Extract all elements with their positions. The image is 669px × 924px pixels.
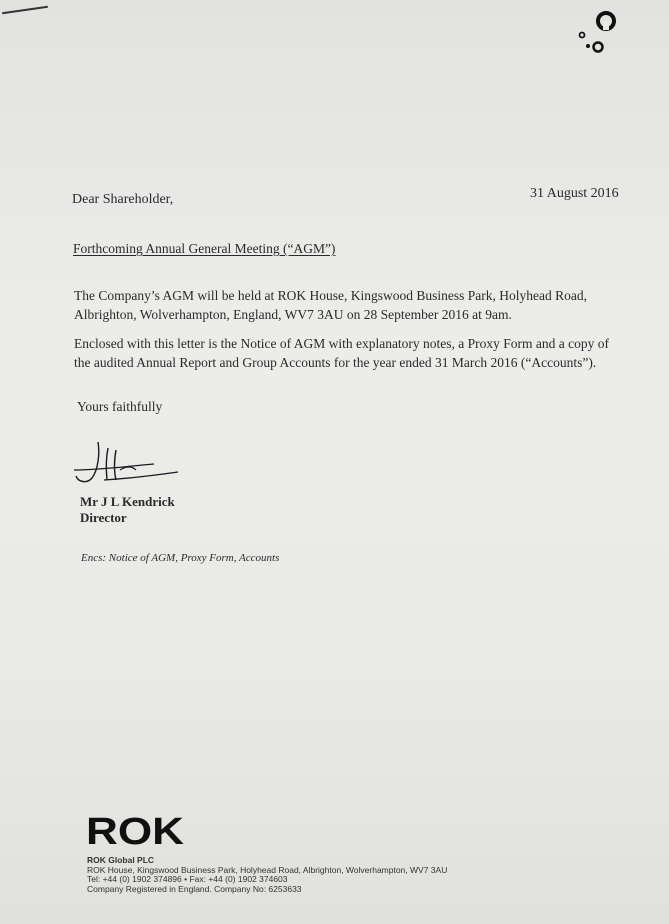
signer-name: Mr J L Kendrick — [80, 494, 175, 509]
signer-title: Director — [80, 510, 127, 525]
rok-logo — [86, 810, 186, 850]
company-address: ROK House, Kingswood Business Park, Holyhead Road, Albrighton, Wolverhampton, WV7 3AU — [87, 864, 448, 875]
letter-subject: Forthcoming Annual General Meeting (“AGM”) — [73, 241, 336, 256]
letter-date: 31 August 2016 — [530, 186, 619, 201]
pen-mark — [2, 6, 48, 14]
svg-text:ROK: ROK — [86, 811, 185, 850]
enclosure-paragraph: Enclosed with this letter is the Notice of AGM with explanatory notes, a Proxy Form and a copy of the audited Annual Report and Group Accounts for the year ended 31 March 2016 (“Accounts”). — [74, 336, 610, 370]
signature-image — [70, 440, 182, 490]
company-name: ROK Global PLC — [87, 855, 155, 865]
rok-emblem-icon — [572, 6, 620, 58]
company-registration: Company Registered in England. Company No: 6253633 — [87, 883, 302, 894]
company-footer — [87, 856, 447, 894]
meeting-paragraph: The Company’s AGM will be held at ROK House, Kingswood Business Park, Holyhead Road, Albrighton, Wolverhampton, England, WV7 3AU on 28 September 2016 at 9am. — [74, 288, 587, 322]
company-contact: Tel: +44 (0) 1902 374896 • Fax: +44 (0) 1902 374603 — [87, 874, 288, 884]
enclosures-note: Encs: Notice of AGM, Proxy Form, Accounts — [81, 552, 280, 564]
salutation: Dear Shareholder, — [72, 192, 174, 207]
closing: Yours faithfully — [77, 399, 163, 414]
